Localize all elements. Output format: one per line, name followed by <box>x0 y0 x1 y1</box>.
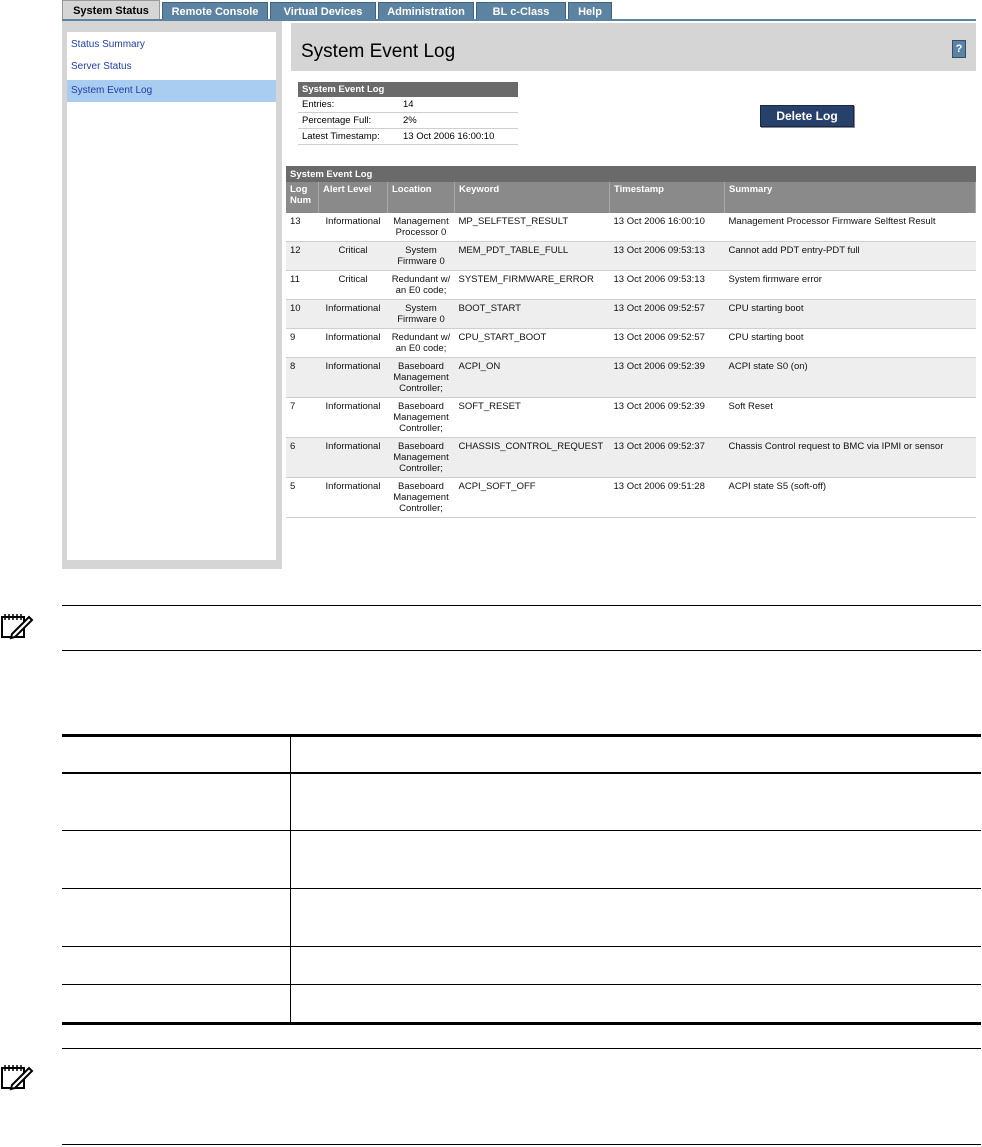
location-cell: Baseboard Management Controller; <box>388 398 455 438</box>
timestamp-cell: 13 Oct 2006 09:53:13 <box>610 242 725 271</box>
col-header-summary: Summary <box>725 182 976 213</box>
tab-administration[interactable]: Administration <box>378 2 474 20</box>
summary-cell: Cannot add PDT entry-PDT full <box>725 242 976 271</box>
alert-level-cell: Informational <box>319 300 388 329</box>
main-content <box>282 21 976 569</box>
location-cell: Baseboard Management Controller; <box>388 478 455 518</box>
timestamp-cell: 13 Oct 2006 09:52:39 <box>610 358 725 398</box>
keyword-cell: CPU_START_BOOT <box>455 329 610 358</box>
event-table-body <box>286 213 976 518</box>
location-cell: System Firmware 0 <box>388 300 455 329</box>
col-header-keyword: Keyword <box>455 182 610 213</box>
summary-cell: Chassis Control request to BMC via IPMI or sensor <box>725 438 976 478</box>
alert-level-cell: Informational <box>319 478 388 518</box>
keyword-cell: CHASSIS_CONTROL_REQUEST <box>455 438 610 478</box>
summary-cell: Management Processor Firmware Selftest Result <box>725 213 976 242</box>
keyword-cell: SOFT_RESET <box>455 398 610 438</box>
log-num-cell: 5 <box>286 478 319 518</box>
timestamp-cell: 13 Oct 2006 09:52:57 <box>610 300 725 329</box>
note-icon <box>0 612 34 640</box>
table-row <box>286 358 976 398</box>
log-num-cell: 13 <box>286 213 319 242</box>
title-bar <box>291 23 976 71</box>
timestamp-cell: 13 Oct 2006 09:52:37 <box>610 438 725 478</box>
log-num-cell: 9 <box>286 329 319 358</box>
sidebar-item-server-status[interactable]: Server Status <box>71 61 132 72</box>
table-row <box>286 478 976 518</box>
location-cell: Management Processor 0 <box>388 213 455 242</box>
doc-table-bottom-rule <box>62 1022 981 1025</box>
col-header-location: Location <box>388 182 455 213</box>
tab-remote-console[interactable]: Remote Console <box>162 2 268 20</box>
timestamp-cell: 13 Oct 2006 16:00:10 <box>610 213 725 242</box>
sel-screenshot <box>62 0 976 569</box>
summary-value: 14 <box>403 99 414 110</box>
tab-help[interactable]: Help <box>568 2 612 20</box>
summary-cell: ACPI state S0 (on) <box>725 358 976 398</box>
keyword-cell: SYSTEM_FIRMWARE_ERROR <box>455 271 610 300</box>
doc-table-row-divider <box>62 984 981 985</box>
tab-bar <box>62 0 976 20</box>
col-header-alert-level: Alert Level <box>319 182 388 213</box>
note-icon <box>0 1063 34 1091</box>
event-table-caption: System Event Log <box>286 166 976 182</box>
location-cell: Redundant w/ an E0 code; <box>388 329 455 358</box>
tab-system-status[interactable]: System Status <box>62 0 160 20</box>
keyword-cell: ACPI_SOFT_OFF <box>455 478 610 518</box>
table-row <box>286 438 976 478</box>
col-header-log-num: Log Num <box>286 182 319 213</box>
doc-table-header-rule <box>62 772 981 774</box>
tab-bl-c-class[interactable]: BL c-Class <box>476 2 566 20</box>
sidebar-item-system-event-log[interactable]: System Event Log <box>67 80 276 102</box>
doc-table-row-divider <box>62 946 981 947</box>
location-cell: Redundant w/ an E0 code; <box>388 271 455 300</box>
delete-log-button[interactable]: Delete Log <box>760 105 854 127</box>
note-rule-bottom <box>62 650 981 651</box>
col-header-timestamp: Timestamp <box>610 182 725 213</box>
log-num-cell: 10 <box>286 300 319 329</box>
timestamp-cell: 13 Oct 2006 09:51:28 <box>610 478 725 518</box>
log-summary-heading: System Event Log <box>298 82 518 97</box>
left-frame <box>62 21 282 569</box>
keyword-cell: ACPI_ON <box>455 358 610 398</box>
log-num-cell: 11 <box>286 271 319 300</box>
doc-table-column-divider <box>290 734 291 1025</box>
doc-table <box>62 734 981 1025</box>
sidebar-nav <box>67 32 276 560</box>
table-row <box>286 213 976 242</box>
log-summary-box <box>298 82 518 145</box>
alert-level-cell: Informational <box>319 358 388 398</box>
help-icon[interactable]: ? <box>952 40 966 58</box>
summary-label: Percentage Full: <box>302 115 372 126</box>
alert-level-cell: Critical <box>319 271 388 300</box>
summary-row-timestamp <box>298 129 518 145</box>
tab-virtual-devices[interactable]: Virtual Devices <box>270 2 376 20</box>
summary-value: 13 Oct 2006 16:00:10 <box>403 131 495 142</box>
location-cell: System Firmware 0 <box>388 242 455 271</box>
note-rule-top <box>62 1048 981 1049</box>
summary-cell: Soft Reset <box>725 398 976 438</box>
alert-level-cell: Informational <box>319 438 388 478</box>
log-num-cell: 8 <box>286 358 319 398</box>
doc-table-row-divider <box>62 830 981 831</box>
keyword-cell: BOOT_START <box>455 300 610 329</box>
summary-row-percentage <box>298 113 518 129</box>
summary-cell: System firmware error <box>725 271 976 300</box>
alert-level-cell: Informational <box>319 329 388 358</box>
summary-cell: CPU starting boot <box>725 300 976 329</box>
summary-cell: ACPI state S5 (soft-off) <box>725 478 976 518</box>
summary-value: 2% <box>403 115 417 126</box>
location-cell: Baseboard Management Controller; <box>388 438 455 478</box>
log-num-cell: 6 <box>286 438 319 478</box>
alert-level-cell: Critical <box>319 242 388 271</box>
doc-table-top-rule <box>62 734 981 737</box>
timestamp-cell: 13 Oct 2006 09:52:39 <box>610 398 725 438</box>
alert-level-cell: Informational <box>319 398 388 438</box>
timestamp-cell: 13 Oct 2006 09:52:57 <box>610 329 725 358</box>
log-num-cell: 7 <box>286 398 319 438</box>
keyword-cell: MEM_PDT_TABLE_FULL <box>455 242 610 271</box>
alert-level-cell: Informational <box>319 213 388 242</box>
table-row <box>286 329 976 358</box>
table-row <box>286 300 976 329</box>
page-title: System Event Log <box>301 41 456 62</box>
event-log-table <box>286 166 976 518</box>
table-row <box>286 242 976 271</box>
timestamp-cell: 13 Oct 2006 09:53:13 <box>610 271 725 300</box>
note-rule-top <box>62 605 981 606</box>
location-cell: Baseboard Management Controller; <box>388 358 455 398</box>
doc-table-row-divider <box>62 888 981 889</box>
sidebar-item-status-summary[interactable]: Status Summary <box>71 39 145 50</box>
keyword-cell: MP_SELFTEST_RESULT <box>455 213 610 242</box>
table-row <box>286 398 976 438</box>
note-rule-bottom <box>62 1144 981 1145</box>
summary-label: Entries: <box>302 99 335 110</box>
summary-cell: CPU starting boot <box>725 329 976 358</box>
summary-row-entries <box>298 97 518 113</box>
table-row <box>286 271 976 300</box>
summary-label: Latest Timestamp: <box>302 131 380 142</box>
log-num-cell: 12 <box>286 242 319 271</box>
